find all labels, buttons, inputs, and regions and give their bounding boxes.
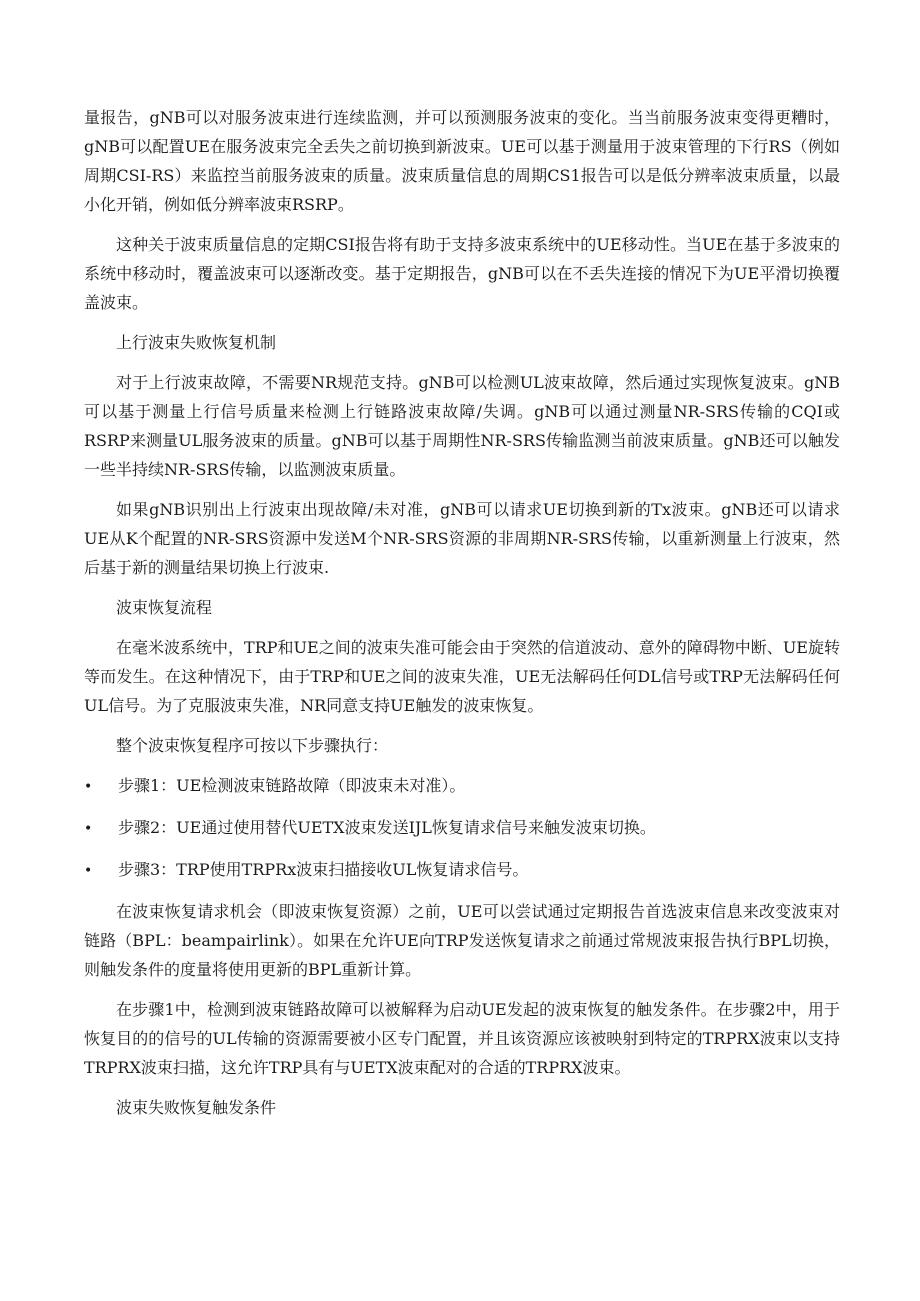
list-item [84,855,840,886]
paragraph-csi-mobility: 这种关于波束质量信息的定期CSI报告将有助于支持多波束系统中的UE移动性。当UE在基于多波束的系统中移动时，覆盖波束可以逐渐改变。基于定期报告，gNB可以在不丢失连接的情况下为UE平滑切换覆盖波束。 [84,235,840,312]
bullet-icon: • [84,779,93,795]
paragraph-steps-intro: 整个波束恢复程序可按以下步骤执行： [116,736,389,755]
paragraph-uplink-failure: 对于上行波束故障，不需要NR规范支持。gNB可以检测UL波束故障，然后通过实现恢复波束。gNB可以基于测量上行信号质量来检测上行链路波束故障/失调。gNB可以通过测量NR-SRS传输的CQI或RSRP来测量UL服务波束的质量。gNB可以基于周期性NR-SRS传输监测当前波束质量。gNB还可以触发一些半持续NR-SRS传输，以监测波束质量。 [84,373,840,479]
paragraph-beam-report: 量报告，gNB可以对服务波束进行连续监测，并可以预测服务波束的变化。当当前服务波束变得更糟时，gNB可以配置UE在服务波束完全丢失之前切换到新波束。UE可以基于测量用于波束管理的下行RS（例如周期CSI-RS）来监控当前服务波束的质量。波束质量信息的周期CS1报告可以是低分辨率波束质量，以最小化开销，例如低分辨率波束RSRP。 [84,108,840,214]
list-item [84,813,840,844]
paragraph-tx-beam-switch: 如果gNB识别出上行波束出现故障/未对准，gNB可以请求UE切换到新的Tx波束。gNB还可以请求UE从K个配置的NR-SRS资源中发送M个NR-SRS资源的非周期NR-SRS传输，以重新测量上行波束，然后基于新的测量结果切换上行波束. [84,500,840,577]
list-item [84,771,840,802]
section-heading-uplink-recovery: 上行波束失败恢复机制 [116,333,277,352]
step-text: 步骤3：TRP使用TRPRx波束扫描接收UL恢复请求信号。 [118,860,529,879]
step-text: 步骤1：UE检测波束链路故障（即波束未对准）。 [118,776,466,795]
steps-list [84,771,840,886]
paragraph-trigger-condition: 在步骤1中，检测到波束链路故障可以被解释为启动UE发起的波束恢复的触发条件。在步骤2中，用于恢复目的的信号的UL传输的资源需要被小区专门配置，并且该资源应该被映射到特定的TRPRX波束以支持TRPRX波束扫描，这允许TRP具有与UETX波束配对的合适的TRPRX波束。 [84,1000,840,1077]
document-page [84,103,840,1133]
bullet-icon: • [84,863,93,879]
paragraph-mmwave-misalignment: 在毫米波系统中，TRP和UE之间的波束失准可能会由于突然的信道波动、意外的障碍物中断、UE旋转等而发生。在这种情况下，由于TRP和UE之间的波束失准，UE无法解码任何DL信号或TRP无法解码任何UL信号。为了克服波束失准，NR同意支持UE触发的波束恢复。 [84,638,840,715]
section-heading-recovery-flow: 波束恢复流程 [116,598,213,617]
section-heading-trigger-conditions: 波束失败恢复触发条件 [116,1098,277,1117]
paragraph-bpl-switch: 在波束恢复请求机会（即波束恢复资源）之前，UE可以尝试通过定期报告首选波束信息来改变波束对链路（BPL：beampairlink）。如果在允许UE向TRP发送恢复请求之前通过常规波束报告执行BPL切换，则触发条件的度量将使用更新的BPL重新计算。 [84,902,840,979]
bullet-icon: • [84,821,93,837]
step-text: 步骤2：UE通过使用替代UETX波束发送IJL恢复请求信号来触发波束切换。 [118,818,656,837]
